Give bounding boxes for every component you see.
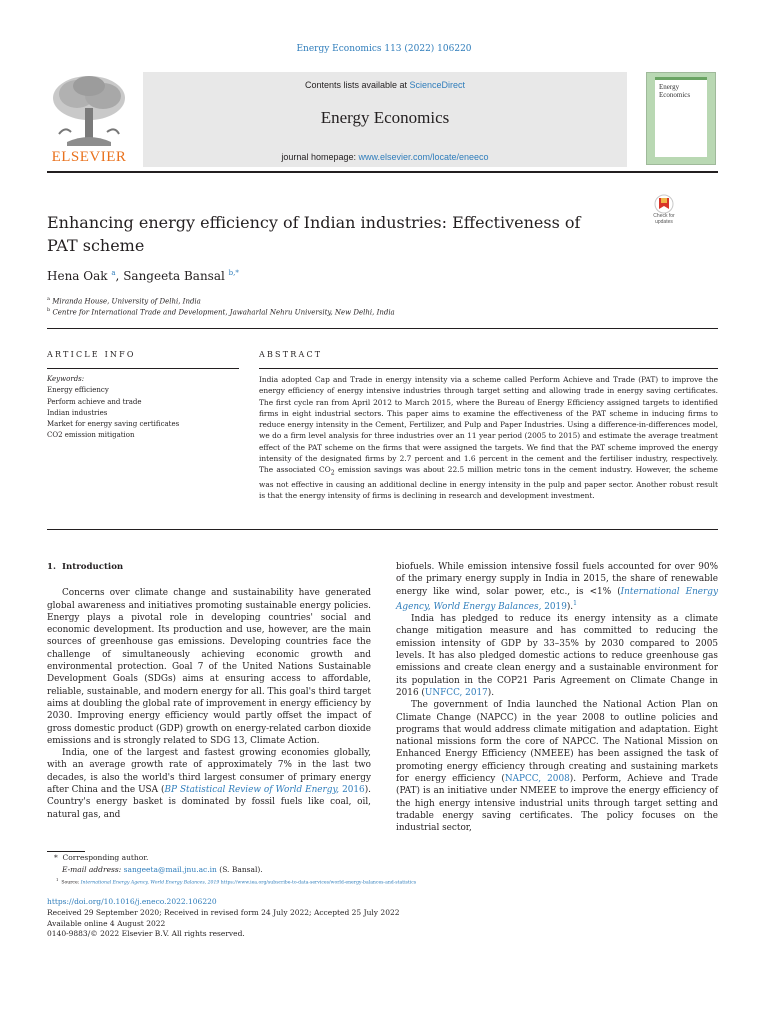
- corresponding-author-mark[interactable]: *: [235, 269, 239, 277]
- affiliation-a-mark: a: [47, 296, 50, 302]
- author-separator: ,: [115, 269, 124, 283]
- footnote-1-link[interactable]: 1: [573, 599, 577, 607]
- cover-page: [655, 77, 707, 157]
- contents-line: [143, 80, 627, 90]
- paragraph-text: The government of India launched the National Action Plan on Climate Change (NAPCC) in the year 2008 to outline policies and programs that would address climate mitigation and adaptation. Eight national missions form the core of NAPCC. The National Mission on Enhanced Energy Efficiency (NMEEE) has been assigned the task of promoting energy efficiency through creating and sustaining markets for energy efficiency (: [396, 700, 718, 785]
- affiliation-a: [47, 296, 201, 305]
- section-title: Introduction: [61, 562, 124, 572]
- author-1-affiliation-mark[interactable]: a: [111, 269, 116, 277]
- paragraph-text: India has pledged to reduce its energy intensity as a climate change mitigation measure and has committed to reducing the emission intensity of GDP by 33–35% by 2030 compared to 2005 levels. It has also pledged domestic actions to reduce greenhouse gas emissions and create clean energy and a sustainable environment for its population in the COP21 Paris Agreement on Climate Change in 2016 (: [396, 614, 718, 698]
- footnote-1-number: 1: [56, 877, 59, 882]
- cover-accent-bar: [655, 77, 707, 80]
- abstract-divider: [47, 529, 718, 530]
- homepage-link[interactable]: www.elsevier.com/locate/eneeco: [358, 152, 489, 162]
- affiliation-b-text: Centre for International Trade and Development, Jawaharlal Nehru University, New Delhi, India: [52, 308, 395, 317]
- footnote-1-source-link[interactable]: International Energy Agency, World Energy Balances, 2019: [80, 880, 220, 886]
- footnote-1: [56, 877, 416, 886]
- citation-link[interactable]: NAPCC, 2008: [504, 774, 570, 785]
- body-right-column: [396, 561, 718, 835]
- journal-masthead: [143, 72, 627, 167]
- abstract-text-part-1: India adopted Cap and Trade in energy intensity via a scheme called Perform Achieve and Trade (PAT) to improve the energy efficiency of energy intensive industries through target setting and allowing trade in energy saving certificates. The first cycle ran from April 2012 to March 2015, where the Bureau of Energy Efficiency assigned targets to identified firms in eight industrial sectors. This paper aims to examine the effectiveness of the PAT scheme in inducing firms to reduce energy intensity in the Cement, Fertilizer, and Pulp and Paper Industries. Using a difference-in-differences model, we do a firm level analysis for three industries over an 11 year period (2005 to 2015) and estimate the average treatment effect of the PAT scheme on the firms that were assigned the targets. We find that the PAT scheme improved the energy intensity of the designated firms by 2.7 percent and 1.6 percent in the cement and the fertiliser industry, respectively. The associated CO: [259, 375, 718, 475]
- footnote-1-url-link[interactable]: https://www.iea.org/subscribe-to-data-services/world-energy-balances-and-statistics: [220, 880, 417, 886]
- badge-label-line-1: Check for: [653, 213, 675, 219]
- doi-link[interactable]: https://doi.org/10.1016/j.eneco.2022.106220: [47, 897, 217, 906]
- journal-citation-link[interactable]: Energy Economics 113 (2022) 106220: [296, 44, 472, 54]
- affiliation-b: [47, 307, 395, 316]
- header-divider: [47, 171, 718, 173]
- badge-label-line-2: updates: [655, 219, 673, 225]
- email-note: [62, 865, 263, 874]
- journal-homepage-line: [143, 152, 627, 162]
- section-number: 1.: [47, 562, 56, 572]
- footnote-1-label: Source:: [61, 880, 80, 886]
- elsevier-logo[interactable]: [47, 72, 131, 164]
- citation-link[interactable]: BP Statistical Review of World Energy,: [164, 785, 340, 796]
- cover-title: [659, 83, 705, 99]
- publisher-name: ELSEVIER: [51, 149, 127, 165]
- citation-year-link[interactable]: 2016: [342, 785, 365, 796]
- body-paragraph: [396, 699, 718, 834]
- cover-title-line-2: Economics: [659, 91, 691, 99]
- contents-prefix: Contents lists available at: [304, 80, 410, 90]
- section-heading-introduction: [47, 561, 371, 573]
- author-2-affiliation-letters[interactable]: b,: [228, 269, 236, 277]
- email-suffix: (S. Bansal).: [219, 865, 263, 874]
- email-label: E-mail address:: [62, 865, 122, 874]
- received-dates: Received 29 September 2020; Received in revised form 24 July 2022; Accepted 25 July 2022: [47, 907, 400, 917]
- citation-link[interactable]: International Energy Agency, World Energy Balances,: [396, 586, 718, 612]
- keywords-heading: Keywords:: [47, 375, 85, 383]
- paragraph-text: ).: [487, 687, 495, 698]
- corresponding-star: *: [54, 853, 58, 862]
- journal-cover-thumbnail[interactable]: [646, 72, 716, 165]
- body-paragraph: [396, 613, 718, 699]
- keyword-item: CO2 emission mitigation: [47, 431, 135, 440]
- author-2-affiliation-mark[interactable]: [229, 269, 239, 277]
- citation-year-link[interactable]: 2019: [544, 601, 567, 612]
- body-paragraph: [396, 561, 718, 613]
- paragraph-text: ). Perform, Achieve and Trade (PAT) is an initiative under NMEEE to improve the energy efficiency of the high energy intensive industrial units through target setting and tradable energy saving certificates. The policy focuses on the industrial sector,: [396, 774, 718, 834]
- cover-title-line-1: Energy: [659, 83, 680, 91]
- corresponding-text: Corresponding author.: [62, 853, 149, 862]
- article-title: [47, 211, 607, 257]
- author-2-name[interactable]: Sangeeta Bansal: [123, 269, 225, 283]
- copyright-line: 0140-9883/© 2022 Elsevier B.V. All rights reserved.: [47, 929, 245, 939]
- journal-title: Energy Economics: [320, 108, 450, 127]
- abstract-text-part-2: emission savings was about 22.5 million metric tons in the cement industry. However, the scheme was not effective in causing an additional decline in energy intensity in the pulp and paper sector. Another robust result is that the energy intensity of firms is declining in research and development investment.: [259, 465, 719, 501]
- badge-label: [646, 213, 682, 225]
- abstract-text: [259, 374, 718, 502]
- paragraph-text: ). Country's energy basket is dominated by fossil fuels like coal, oil, natural gas, and: [47, 785, 371, 820]
- body-paragraph: Concerns over climate change and sustainability have generated global awareness and initiatives promoting sustainable energy policies. Energy plays a pivotal role in developing countries' social and economic development. Its production and use, however, are the main sources of greenhouse gas emissions. Developing countries face the challenge of simultaneously achieving economic growth and environmental protection. Goal 7 of the United Nations Sustainable Development Goals (SDGs) aims at ensuring access to affordable, reliable, sustainable, and modern energy for all. This goal's third target aims at doubling the global rate of improvement in energy efficiency by 2030. Improving energy efficiency would partly offset the impact of gross domestic product (GDP) growth on energy-related carbon dioxide emissions and is strongly related to SDG 13, Climate Action.: [47, 588, 371, 746]
- email-link[interactable]: sangeeta@mail.jnu.ac.in: [123, 865, 217, 874]
- citation-link[interactable]: UNFCC, 2017: [424, 687, 488, 698]
- article-title-line-2: PAT scheme: [47, 236, 145, 255]
- author-list: [47, 269, 239, 283]
- keyword-item: Perform achieve and trade: [47, 397, 142, 406]
- corresponding-author-note: [54, 853, 148, 862]
- affiliation-a-text: Miranda House, University of Delhi, India: [52, 297, 201, 306]
- check-updates-icon: [646, 194, 682, 214]
- sciencedirect-link[interactable]: ScienceDirect: [409, 80, 466, 90]
- paragraph-text: India, one of the largest and fastest growing economies globally, with an average growth rate of approximately 7% in the last two decades, is also the world's third largest consumer of primary energy after China and the USA (: [47, 748, 371, 796]
- article-title-line-1: Enhancing energy efficiency of Indian industries: Effectiveness of: [47, 213, 581, 232]
- body-left-column: [47, 561, 371, 821]
- homepage-prefix: journal homepage:: [281, 152, 359, 162]
- keyword-item: Energy efficiency: [47, 386, 109, 395]
- article-info-heading: ARTICLE INFO: [47, 350, 136, 359]
- paragraph-text: biofuels. While emission intensive fossil fuels accounted for over 90% of the primary energy supply in India in 2015, the share of renewable energy like wind, solar power, etc., is <1% (: [396, 562, 718, 597]
- body-paragraph: [47, 747, 371, 821]
- check-for-updates-badge[interactable]: [646, 194, 682, 230]
- abstract-heading: ABSTRACT: [259, 350, 323, 359]
- available-online-date: Available online 4 August 2022: [47, 918, 166, 928]
- keywords-block: [47, 374, 239, 442]
- abstract-rule: [259, 368, 718, 369]
- affiliation-divider: [47, 328, 718, 329]
- abstract-subscript: 2: [330, 469, 335, 477]
- author-1-name[interactable]: Hena Oak: [47, 269, 108, 283]
- tree-logo-icon: [47, 72, 131, 148]
- paragraph-text: ).: [566, 601, 574, 612]
- article-info-rule: [47, 368, 239, 369]
- affiliation-b-mark: b: [47, 307, 51, 313]
- footnote-rule: [47, 851, 85, 852]
- keyword-item: Indian industries: [47, 408, 108, 417]
- keyword-item: Market for energy saving certificates: [47, 420, 180, 429]
- front-matter: [47, 897, 400, 940]
